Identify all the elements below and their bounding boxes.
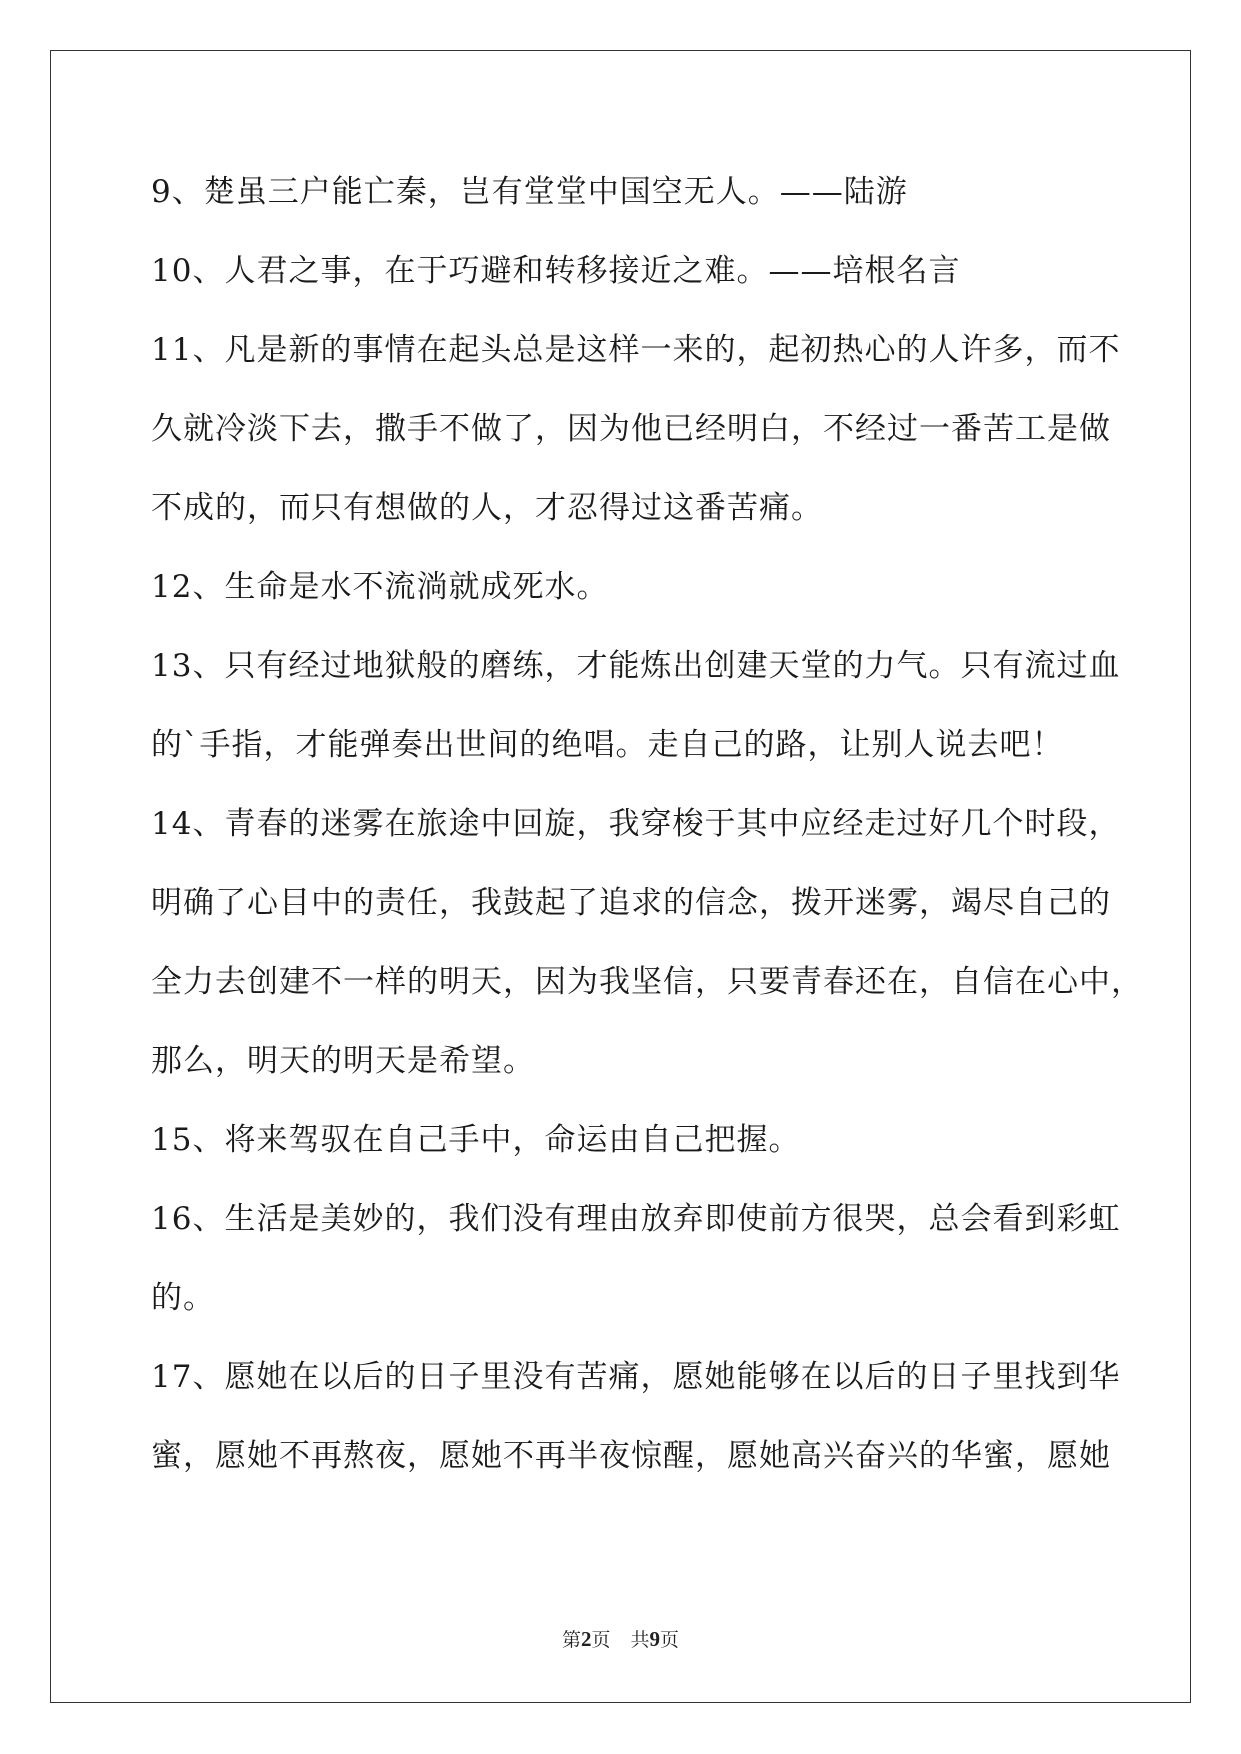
text-line: 14、青春的迷雾在旅途中回旋，我穿梭于其中应经走过好几个时段， [151, 806, 1121, 842]
text-line: 全力去创建不一样的明天，因为我坚信，只要青春还在，自信在心中， [151, 964, 1143, 1000]
text-line: 12、生命是水不流淌就成死水。 [151, 569, 609, 605]
page-total: 9 [649, 1627, 661, 1651]
text-line: 17、愿她在以后的日子里没有苦痛，愿她能够在以后的日子里找到华 [151, 1359, 1121, 1395]
text-line: 的`手指，才能弹奏出世间的绝唱。走自己的路，让别人说去吧！ [151, 727, 1064, 763]
text-line: 9、楚虽三户能亡秦，岂有堂堂中国空无人。——陆游 [151, 174, 908, 210]
page-footer [0, 1625, 1241, 1652]
total-prefix: 共 [630, 1629, 650, 1651]
text-line: 不成的，而只有想做的人，才忍得过这番苦痛。 [151, 490, 823, 526]
document-body [151, 168, 1143, 1511]
text-line: 10、人君之事，在于巧避和转移接近之难。——培根名言 [151, 253, 961, 289]
text-line: 的。 [151, 1280, 215, 1316]
text-line: 16、生活是美妙的，我们没有理由放弃即使前方很哭，总会看到彩虹 [151, 1201, 1121, 1237]
text-line: 明确了心目中的责任，我鼓起了追求的信念，拨开迷雾，竭尽自己的 [151, 885, 1111, 921]
page-current: 2 [580, 1627, 592, 1651]
text-line: 15、将来驾驭在自己手中，命运由自己把握。 [151, 1122, 801, 1158]
page-prefix: 第 [561, 1629, 581, 1651]
page-suffix: 页 [591, 1629, 611, 1651]
text-line: 久就冷淡下去，撒手不做了，因为他已经明白，不经过一番苦工是做 [151, 411, 1111, 447]
text-line: 蜜，愿她不再熬夜，愿她不再半夜惊醒，愿她高兴奋兴的华蜜，愿她 [151, 1438, 1111, 1474]
text-line: 13、只有经过地狱般的磨练，才能炼出创建天堂的力气。只有流过血 [151, 648, 1121, 684]
text-line: 11、凡是新的事情在起头总是这样一来的，起初热心的人许多，而不 [151, 332, 1121, 368]
text-line: 那么，明天的明天是希望。 [151, 1043, 535, 1079]
total-suffix: 页 [660, 1629, 680, 1651]
